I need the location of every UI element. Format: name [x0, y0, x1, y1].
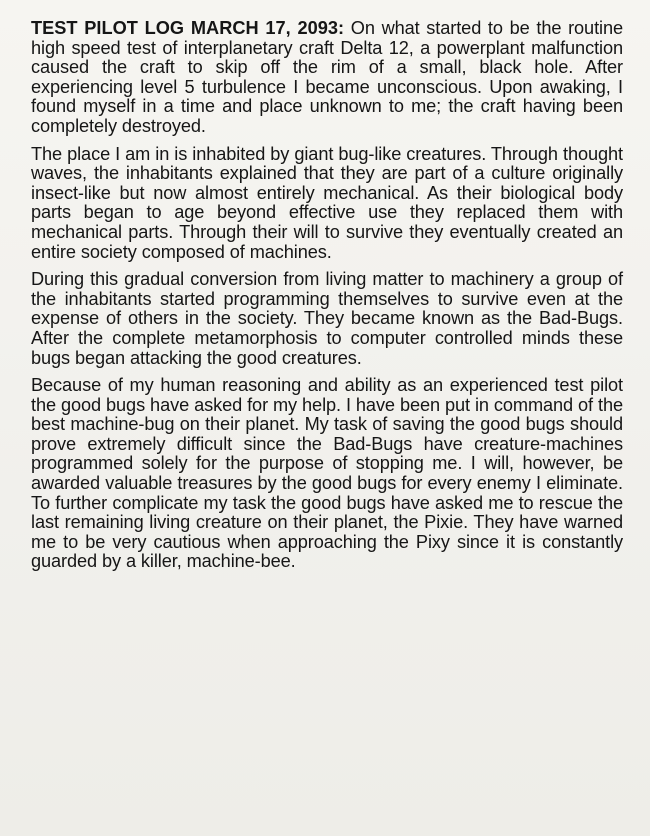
paragraph-2: The place I am in is inhabited by giant bug-like creatures. Through thought waves, the inhabitants explained that they are part of a culture originally insect-like but now almost entirely mechanical. As their biological body parts began to age beyond effective use they replaced them with mechanical parts. Through their will to survive they eventually created an entire society composed of machines. [31, 143, 623, 262]
log-text [31, 19, 623, 580]
paragraph-1 [31, 19, 623, 137]
paragraph-1-text: On what started to be the routine high speed test of interplanetary craft Delta 12, a powerplant malfunction caused the craft to skip off the rim of a small, black hole. After experiencing level 5 turbulence I became unconscious. Upon awaking, I found myself in a time and place unknown to me; the craft having been completely destroyed. [31, 18, 623, 136]
log-heading: TEST PILOT LOG MARCH 17, 2093: [31, 18, 345, 38]
paragraph-4: Because of my human reasoning and ability as an experienced test pilot the good bugs have asked for my help. I have been put in command of the best machine-bug on their planet. My task of saving the good bugs should prove extremely difficult since the Bad-Bugs have creature-machines programmed solely for the purpose of stopping me. I will, however, be awarded valuable treasures by the good bugs for every enemy I eliminate. To further complicate my task the good bugs have asked me to rescue the last remaining living creature on their planet, the Pixie. They have warned me to be very cautious when approaching the Pixy since it is constantly guarded by a killer, machine-bee. [31, 375, 623, 572]
paragraph-3: During this gradual conversion from living matter to machinery a group of the inhabitants started programming themselves to survive even at the expense of others in the society. They became known as the Bad-Bugs. After the complete metamorphosis to computer controlled minds these bugs began attacking the good creatures. [31, 269, 623, 368]
